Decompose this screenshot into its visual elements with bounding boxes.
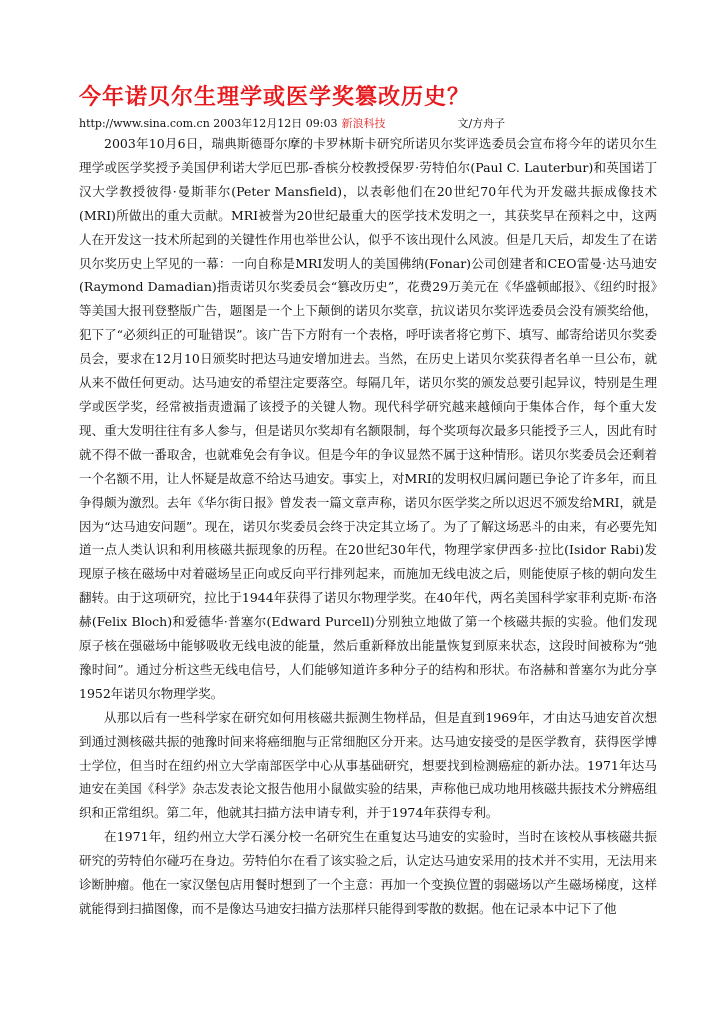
article-title: 今年诺贝尔生理学或医学奖篡改历史？ [79, 85, 471, 110]
paragraph: 2003年10月6日，瑞典斯德哥尔摩的卡罗林斯卡研究所诺贝尔奖评选委员会宣布将今年的诺贝尔生理学或医学奖授予美国伊利诺大学厄巴那-香槟分校教授保罗·劳特伯尔(Paul C. Lauterbur)和英国诺丁汉大学教授彼得·曼斯菲尔(Peter Mansfield)，以表彰他们在20世纪70年代为开发磁共振成像技术(MRI)所做出的重大贡献。MRI被誉为20世纪最重大的医学技术发明之一，其获奖早在预料之中，这两人在开发这一技术所起到的关键性作用也举世公认，似乎不该出现什么风波。但是几天后，却发生了在诺贝尔奖历史上罕见的一幕：一向自称是MRI发明人的美国佛纳(Fonar)公司创建者和CEO雷曼·达马迪安(Raymond Damadian)指责诺贝尔奖委员会“篡改历史”，花费29万美元在《华盛顿邮报》、《纽约时报》等美国大报刊登整版广告，题图是一个上下颠倒的诺贝尔奖章，抗议诺贝尔奖评选委员会没有颁奖给他，犯下了“必须纠正的可耻错误”。该广告下方附有一个表格，呼吁读者将它剪下、填写、邮寄给诺贝尔奖委员会，要求在12月10日颁奖时把达马迪安增加进去。当然，在历史上诺贝尔奖获得者名单一旦公布，就从来不做任何更动。达马迪安的希望注定要落空。每隔几年，诺贝尔奖的颁发总要引起异议，特别是生理学或医学奖，经常被指责遗漏了该授予的关键人物。现代科学研究越来越倾向于集体合作，每个重大发现、重大发明往往有多人参与，但是诺贝尔奖却有名额限制，每个奖项每次最多只能授予三人，因此有时就不得不做一番取舍，也就难免会有争议。但是今年的争议显然不属于这种情形。诺贝尔奖委员会还剩着一个名额不用，让人怀疑是故意不给达马迪安。事实上，对MRI的发明权归属问题已争论了许多年，而且争得颇为激烈。去年《华尔街日报》曾发表一篇文章声称，诺贝尔医学奖之所以迟迟不颁发给MRI，就是因为“达马迪安问题”。现在，诺贝尔奖委员会终于决定其立场了。为了了解这场恶斗的由来，有必要先知道一点人类认识和利用核磁共振现象的历程。在20世纪30年代，物理学家伊西多·拉比(Isidor Rabi)发现原子核在磁场中对着磁场呈正向或反向平行排列起来，而施加无线电波之后，则能使原子核的朝向发生翻转。由于这项研究，拉比于1944年获得了诺贝尔物理学奖。在40年代，两名美国科学家菲利克斯·布洛赫(Felix Bloch)和爱德华·普塞尔(Edward Purcell)分别独立地做了第一个核磁共振的实验。他们发现原子核在强磁场中能够吸收无线电波的能量，然后重新释放出能量恢复到原来状态，这段时间被称为“弛豫时间”。通过分析这些无线电信号，人们能够知道许多种分子的结构和形状。布洛赫和普塞尔为此分享1952年诺贝尔物理学奖。 [79, 136, 657, 701]
article-body [79, 132, 657, 921]
paragraph: 在1971年，纽约州立大学石溪分校一名研究生在重复达马迪安的实验时，当时在该校从事核磁共振研究的劳特伯尔碰巧在身边。劳特伯尔在看了该实验之后，认定达马迪安采用的技术并不实用，无法用来诊断肿瘤。他在一家汉堡包店用餐时想到了一个主意：再加一个变换位置的弱磁场以产生磁场梯度，这样就能得到扫描图像，而不是像达马迪安扫描方法那样只能得到零散的数据。他在记录本中记下了他 [79, 829, 657, 916]
article-url-date: http://www.sina.com.cn 2003年12月12日 09:03 [79, 117, 338, 130]
article-meta [79, 115, 679, 131]
article-author: 文/方舟子 [457, 117, 506, 130]
article-source: 新浪科技 [341, 117, 386, 130]
paragraph: 从那以后有一些科学家在研究如何用核磁共振测生物样品，但是直到1969年，才由达马迪安首次想到通过测核磁共振的弛豫时间来将癌细胞与正常细胞区分开来。达马迪安接受的是医学教育，获得医学博士学位，但当时在纽约州立大学南部医学中心从事基础研究，想要找到检测癌症的新办法。1971年达马迪安在美国《科学》杂志发表论文报告他用小鼠做实验的结果，声称他已成功地用核磁共振技术分辨癌组织和正常组织。第二年，他就其扫描方法申请专利，并于1974年获得专利。 [79, 709, 657, 821]
